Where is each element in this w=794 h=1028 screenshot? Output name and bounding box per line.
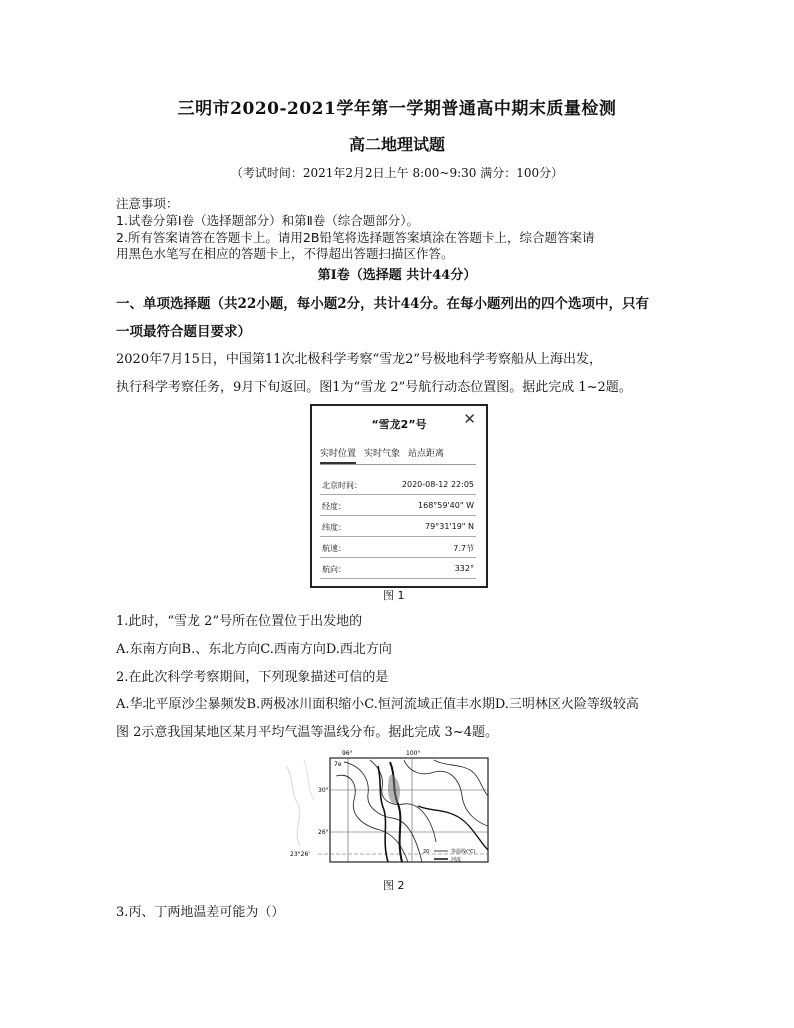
row-heading — [320, 562, 476, 579]
section-instruction-line-1: 一、单项选择题（共22小题，每小题2分，共计44分。在每小题列出的四个选项中，只有 — [116, 296, 649, 312]
notes-item-2-line-2: 用黑色水笔写在相应的答题卡上，不得超出答题扫描区作答。 — [116, 246, 454, 261]
shaded-area — [388, 774, 400, 804]
exam-info: （考试时间：2021年2月2日上午 8:00~9:30 满分：100分） — [230, 166, 564, 180]
river — [418, 806, 488, 850]
row-label: 纬度： — [322, 523, 346, 532]
figure-2-caption: 图 2 — [383, 879, 405, 892]
close-icon[interactable]: ✕ — [463, 410, 476, 428]
legend-isotherm-value: 20 — [423, 849, 430, 855]
section-instruction-line-2: 一项最符合题目要求） — [116, 324, 251, 340]
passage-2: 图 2示意我国某地区某月平均气温等温线分布。据此完成 3~4题。 — [116, 725, 498, 740]
legend-isotherm-label: 等温线(℃) — [451, 849, 476, 855]
question-1: 1.此时，“雪龙 2”号所在位置位于出发地的 — [116, 614, 363, 629]
row-speed — [320, 541, 476, 558]
background-texture — [304, 760, 314, 800]
tab-realtime-position[interactable]: 实时位置 — [320, 446, 356, 464]
lon-label-96: 96° — [342, 750, 353, 757]
lat-label-30: 30° — [318, 787, 329, 794]
row-longitude — [320, 499, 476, 516]
figure-1-caption: 图 1 — [383, 589, 405, 602]
legend-river-label: 河流 — [451, 857, 462, 863]
isotherm-line — [344, 762, 422, 862]
row-label: 航速： — [322, 544, 346, 553]
row-value: 2020-08-12 22:05 — [401, 480, 474, 489]
notes-item-2-line-1: 2.所有答案请答在答题卡上。请用2B铅笔将选择题答案填涂在答题卡上，综合题答案请 — [116, 230, 595, 245]
background-texture — [286, 766, 300, 846]
figure-2-isotherm-map — [284, 746, 508, 876]
row-label: 航向： — [322, 565, 346, 574]
passage-1-line-1: 2020年7月15日，中国第11次北极科学考察“雪龙2”号极地科学考察船从上海出发， — [116, 352, 603, 367]
ship-name: “雪龙2”号 — [371, 418, 427, 431]
tab-divider — [320, 464, 476, 465]
notes-item-1: 1.试卷分第Ⅰ卷（选择题部分）和第Ⅱ卷（综合题部分）。 — [116, 213, 420, 228]
row-beijing-time — [320, 478, 476, 495]
tab-realtime-weather[interactable]: 实时气象 — [364, 449, 401, 459]
row-value: 7.7节 — [453, 544, 474, 553]
lat-label-26: 26° — [318, 829, 329, 836]
section-title: 第Ⅰ卷（选择题 共计44分） — [317, 268, 477, 283]
paper-subtitle: 高二地理试题 — [348, 135, 445, 154]
figure-1-ship-panel — [310, 404, 488, 588]
panel-tabs — [320, 446, 444, 464]
row-latitude — [320, 520, 476, 537]
row-value: 79°31'19" N — [425, 522, 474, 531]
passage-1-line-2: 执行科学考察任务，9月下旬返回。图1为“雪龙 2”号航行动态位置图。据此完成 1~2题。 — [116, 380, 632, 395]
question-2-options: A.华北平原沙尘暴频发B.两极冰川面积缩小C.恒河流域正值丰水期D.三明林区火险等级较高 — [116, 697, 639, 712]
question-1-options: A.东南方向B.、东北方向C.西南方向D.西北方向 — [116, 642, 392, 657]
row-label: 经度： — [322, 502, 346, 511]
row-value: 332° — [454, 564, 474, 573]
row-value: 168°59'40" W — [418, 501, 474, 510]
question-2: 2.在此次科学考察期间，下列现象描述可信的是 — [116, 670, 389, 685]
map-corner-label: 7e — [334, 761, 342, 768]
lat-label-tropic: 23°26' — [290, 851, 310, 858]
tab-station-distance[interactable]: 站点距离 — [408, 449, 445, 459]
lon-label-100: 100° — [406, 750, 421, 757]
page-title: 三明市2020-2021学年第一学期普通高中期末质量检测 — [177, 99, 617, 119]
isotherm-line — [404, 760, 488, 826]
question-3: 3.丙、丁两地温差可能为（） — [116, 905, 285, 920]
notes-heading: 注意事项： — [116, 196, 179, 211]
row-label: 北京时间： — [322, 481, 362, 490]
